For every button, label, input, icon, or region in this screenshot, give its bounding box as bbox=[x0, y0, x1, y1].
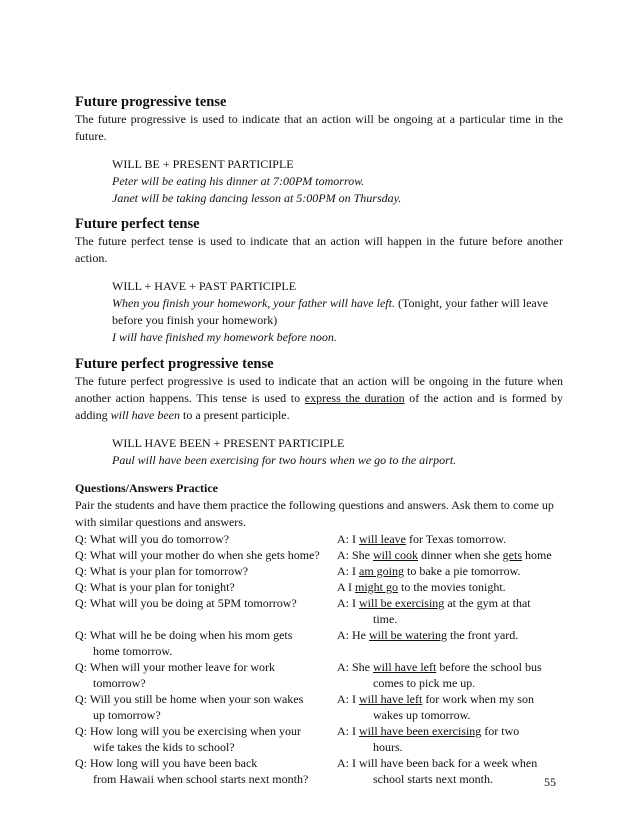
answer-segment: A: I bbox=[337, 532, 359, 546]
qa-row bbox=[75, 531, 563, 547]
underlined-verb: will have left bbox=[373, 660, 437, 674]
answer-text bbox=[355, 675, 563, 691]
answer-segment: the front yard. bbox=[446, 628, 519, 642]
question-text: tomorrow? bbox=[93, 676, 146, 690]
underlined-verb: will have been exercising bbox=[359, 724, 482, 738]
question-text: Q: Will you still be home when your son wakes bbox=[75, 692, 304, 706]
answer-segment: for work when my son bbox=[422, 692, 534, 706]
answer-text bbox=[337, 723, 563, 739]
answer-text bbox=[337, 627, 563, 643]
answer-segment: before the school bus bbox=[436, 660, 542, 674]
question-text: Q: What will you do tomorrow? bbox=[75, 532, 230, 546]
underlined-verb: will cook bbox=[373, 548, 418, 562]
answer-segment: A: I bbox=[337, 596, 359, 610]
page-number: 55 bbox=[544, 775, 556, 789]
qa-row bbox=[75, 595, 563, 611]
question-text: Q: What is your plan for tonight? bbox=[75, 580, 235, 594]
qa-row bbox=[75, 707, 563, 723]
underlined-verb: will have left bbox=[359, 692, 423, 706]
answer-text bbox=[337, 547, 563, 563]
answer-text bbox=[337, 659, 563, 675]
answer-text bbox=[337, 531, 563, 547]
answer-text bbox=[355, 611, 563, 627]
example-sentence: Janet will be taking dancing lesson at 5:00PM on Thursday. bbox=[112, 191, 402, 205]
answer-segment: at the gym at that bbox=[444, 596, 531, 610]
answer-text bbox=[337, 755, 563, 771]
answer-segment: A: He bbox=[337, 628, 369, 642]
example-sentence: Paul will have been exercising for two hours when we go to the airport. bbox=[112, 453, 457, 467]
section-heading-future-progressive: Future progressive tense bbox=[75, 94, 227, 110]
answer-segment: dinner when she bbox=[418, 548, 503, 562]
answer-text bbox=[337, 595, 563, 611]
answer-segment: A I bbox=[337, 580, 355, 594]
underlined-phrase: express the duration bbox=[304, 391, 405, 405]
qa-row bbox=[75, 579, 563, 595]
answer-text bbox=[337, 563, 563, 579]
answer-segment: school starts next month. bbox=[373, 772, 493, 786]
italic-phrase: will have been bbox=[110, 408, 180, 422]
answer-segment: A: She bbox=[337, 548, 373, 562]
question-text: Q: How long will you have been back bbox=[75, 756, 258, 770]
qa-row bbox=[75, 659, 563, 675]
question-text: Q: What will your mother do when she gets home? bbox=[75, 548, 320, 562]
answer-segment: for Texas tomorrow. bbox=[405, 532, 507, 546]
underlined-verb: might go bbox=[355, 580, 399, 594]
underlined-verb: gets bbox=[502, 548, 522, 562]
answer-segment: A: I will have been back for a week when bbox=[337, 756, 538, 770]
answer-segment: comes to pick me up. bbox=[373, 676, 476, 690]
question-text bbox=[75, 611, 355, 627]
answer-segment: hours. bbox=[373, 740, 403, 754]
qa-row bbox=[75, 627, 563, 643]
qa-row bbox=[75, 563, 563, 579]
example-italic: When you finish your homework, your father will have left. bbox=[112, 296, 395, 310]
question-text: Q: What will you be doing at 5PM tomorrow? bbox=[75, 596, 297, 610]
qa-row bbox=[75, 611, 563, 627]
answer-segment: to the movies tonight. bbox=[398, 580, 506, 594]
example-sentence bbox=[112, 295, 563, 329]
question-text: Q: How long will you be exercising when your bbox=[75, 724, 301, 738]
answer-segment: wakes up tomorrow. bbox=[373, 708, 471, 722]
answer-text bbox=[355, 771, 563, 787]
answer-segment: time. bbox=[373, 612, 398, 626]
qa-row bbox=[75, 739, 563, 755]
underlined-verb: will leave bbox=[359, 532, 406, 546]
answer-text bbox=[337, 579, 563, 595]
answer-segment: A: I bbox=[337, 564, 359, 578]
question-text: Q: What will he be doing when his mom gets bbox=[75, 628, 293, 642]
section-heading-future-perfect-progressive: Future perfect progressive tense bbox=[75, 356, 274, 372]
qa-row bbox=[75, 547, 563, 563]
formula: WILL BE + PRESENT PARTICIPLE bbox=[112, 157, 294, 171]
answer-segment: home bbox=[522, 548, 552, 562]
answer-segment: for two bbox=[481, 724, 520, 738]
qa-row bbox=[75, 675, 563, 691]
answer-segment: A: I bbox=[337, 692, 359, 706]
section-description: The future progressive is used to indicate that an action will be ongoing at a particular time in the future. bbox=[75, 112, 563, 143]
answer-text bbox=[355, 739, 563, 755]
qa-title: Questions/Answers Practice bbox=[75, 481, 218, 495]
qa-row bbox=[75, 771, 563, 787]
underlined-verb: am going bbox=[359, 564, 404, 578]
qa-intro: Pair the students and have them practice the following questions and answers. Ask them to come up with similar questions and answers. bbox=[75, 498, 554, 529]
qa-row bbox=[75, 643, 563, 659]
question-text: wife takes the kids to school? bbox=[93, 740, 235, 754]
page-content bbox=[75, 93, 563, 787]
example-sentence: I will have finished my homework before noon. bbox=[112, 330, 337, 344]
question-text: from Hawaii when school starts next month? bbox=[93, 772, 309, 786]
example-sentence: Peter will be eating his dinner at 7:00PM tomorrow. bbox=[112, 174, 365, 188]
answer-segment: to bake a pie tomorrow. bbox=[404, 564, 521, 578]
answer-text bbox=[337, 691, 563, 707]
formula: WILL HAVE BEEN + PRESENT PARTICIPLE bbox=[112, 436, 345, 450]
question-text: home tomorrow. bbox=[93, 644, 173, 658]
section-description: The future perfect tense is used to indicate that an action will happen in the future before another action. bbox=[75, 234, 563, 265]
question-text: Q: What is your plan for tomorrow? bbox=[75, 564, 249, 578]
question-text: up tomorrow? bbox=[93, 708, 161, 722]
question-text: Q: When will your mother leave for work bbox=[75, 660, 276, 674]
formula: WILL + HAVE + PAST PARTICIPLE bbox=[112, 279, 297, 293]
underlined-verb: will be watering bbox=[369, 628, 447, 642]
answer-segment: A: I bbox=[337, 724, 359, 738]
section-description: The future perfect progressive is used to indicate that an action will be ongoing in the future when another action happens. This tense is used to express the duration of the action and is formed by adding will have been to a present participle. bbox=[75, 374, 564, 422]
section-heading-future-perfect: Future perfect tense bbox=[75, 216, 200, 232]
qa-row bbox=[75, 723, 563, 739]
qa-list bbox=[75, 531, 563, 787]
example-explanation: (Tonight, your father will leave before you finish your homework) bbox=[112, 296, 549, 327]
answer-text bbox=[355, 707, 563, 723]
underlined-verb: will be exercising bbox=[359, 596, 445, 610]
answer-segment: A: She bbox=[337, 660, 373, 674]
qa-row bbox=[75, 691, 563, 707]
qa-row bbox=[75, 755, 563, 771]
answer-text bbox=[355, 643, 563, 659]
